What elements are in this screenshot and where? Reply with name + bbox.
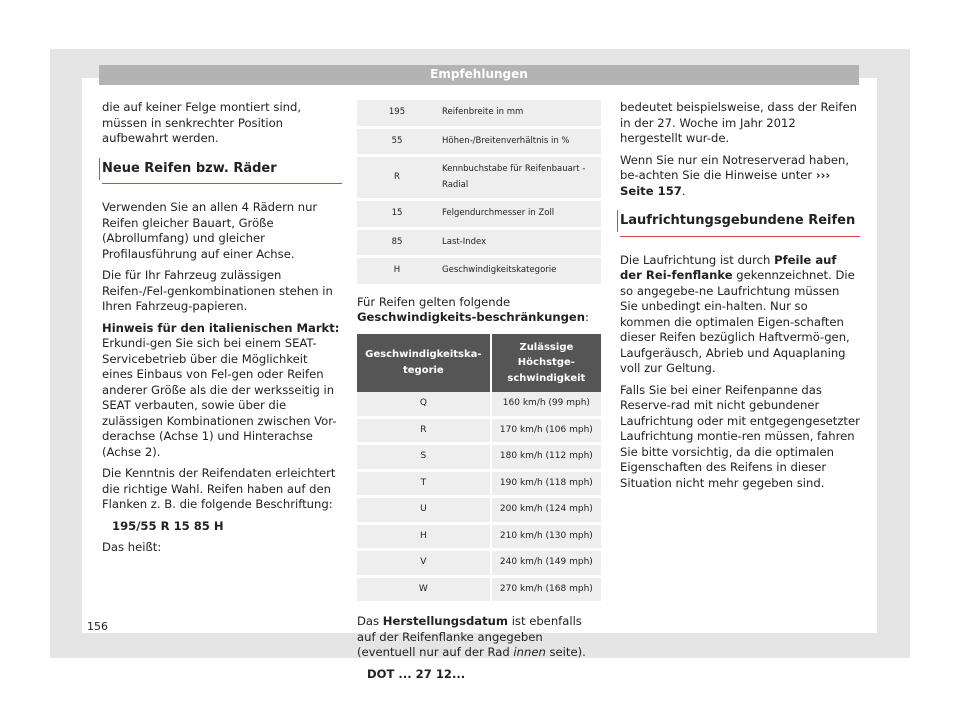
table-row [357,417,601,444]
paragraph [620,253,860,377]
column-middle [357,100,601,688]
column-left [102,100,342,562]
table-row [357,156,601,200]
bold-text: Herstellungsdatum [382,614,509,628]
table-cell-description: Höhen-/Breitenverhältnis in % [437,127,601,156]
bold-text: Pfeile auf der Rei-fenflanke [620,252,837,282]
table-row [357,497,601,524]
paragraph: Verwenden Sie an allen 4 Rädern nur Reifen gleicher Bauart, Größe (Abrollumfang) und gleicher Profilausführung auf einer Achse. [102,200,318,261]
table-cell-category: V [357,550,491,577]
paragraph-text: seite). [545,645,586,659]
section-header-bar [99,65,859,85]
page-reference-link[interactable]: ››› Seite 157 [620,168,831,198]
table-cell-description: Reifenbreite in mm [437,100,601,127]
table-row [357,228,601,257]
table-cell-description: Kennbuchstabe für Reifenbauart - Radial [437,156,601,200]
page-number: 156 [87,620,108,633]
table-cell-speed: 200 km/h (124 mph) [491,497,601,524]
table-row [357,576,601,603]
table-cell-key: 195 [357,100,437,127]
table-cell-key: 55 [357,127,437,156]
tire-code-table [357,100,601,287]
table-row [357,523,601,550]
paragraph-text: : [585,310,589,324]
paragraph: die auf keiner Felge montiert sind, müssen in senkrechter Position aufbewahrt werden. [102,100,302,145]
table-cell-category: U [357,497,491,524]
paragraph: Die Kenntnis der Reifendaten erleichtert die richtige Wahl. Reifen haben auf den Flanken z. B. die folgende Beschriftung: [102,466,336,511]
paragraph [357,295,601,326]
paragraph [102,321,342,461]
table-cell-key: 15 [357,200,437,229]
table-row [357,257,601,286]
table-cell-speed: 180 km/h (112 mph) [491,444,601,471]
paragraph: bedeutet beispielsweise, dass der Reifen in der 27. Woche im Jahr 2012 hergestellt wur-de. [620,100,857,145]
table-cell-category: T [357,470,491,497]
table-row [357,470,601,497]
tire-code: 195/55 R 15 85 H [112,518,224,533]
table-cell-speed: 190 km/h (118 mph) [491,470,601,497]
italic-text: innen [513,645,546,659]
table-cell-key: 85 [357,228,437,257]
table-cell-description: Geschwindigkeitskategorie [437,257,601,286]
bold-text: Geschwindigkeits-beschränkungen [357,310,586,324]
table-cell-speed: 210 km/h (130 mph) [491,523,601,550]
table-cell-category: W [357,576,491,603]
speed-category-table [357,334,601,605]
paragraph: Falls Sie bei einer Reifenpanne das Reserve-rad mit nicht gebundener Laufrichtung oder mit entgegengesetzter Laufrichtung montie-ren müssen, fahren Sie bitte vorsichtig, da die optimalen Eigenschaften des Reifens in dieser Situation nicht mehr gegeben sind. [620,382,860,490]
paragraph-text: Die Laufrichtung ist durch [620,252,775,267]
table-cell-category: Q [357,392,491,417]
table-row [357,444,601,471]
paragraph-text: Für Reifen gelten folgende [357,294,511,309]
section-heading: Laufrichtungsgebundene Reifen [620,213,860,237]
paragraph [620,153,860,200]
paragraph: Das heißt: [102,540,162,554]
table-header: Zulässige Höchstge-schwindigkeit [491,334,601,393]
table-cell-category: R [357,417,491,444]
section-title: Empfehlungen [430,67,528,81]
table-cell-speed: 170 km/h (106 mph) [491,417,601,444]
paragraph-text: gekennzeichnet. Die so angegebe-ne Laufrichtung müssen Sie unbedingt ein-halten. Nur so kommen die optimalen Eigen-schaften dieser Reifen bezüglich Haftvermö-gen, Laufgeräusch, Abrieb und Aquaplaning voll zur Geltung. [620,268,855,375]
paragraph-text: Erkundi-gen Sie sich bei einem SEAT-Servicebetrieb über die Möglichkeit eines Einbaus von Fel-gen oder Reifen anderer Größe als die der werksseitig in SEAT verbauten, sowie über die zulässigen Kombinationen zwischen Vor-derachse (Achse 1) und Hinterachse (Achse 2). [102,336,337,459]
table-row [357,200,601,229]
section-heading: Neue Reifen bzw. Räder [102,161,342,185]
table-row [357,127,601,156]
paragraph-text: ist ebenfalls auf der Reifenflanke angegeben (eventuell nur auf der Rad [357,614,582,659]
table-row [357,392,601,417]
table-cell-speed: 240 km/h (149 mph) [491,550,601,577]
table-row [357,550,601,577]
bold-text: Hinweis für den italienischen Markt: [102,320,340,335]
paragraph-text: . [681,183,686,198]
table-cell-category: S [357,444,491,471]
table-cell-speed: 160 km/h (99 mph) [491,392,601,417]
dot-code: DOT ... 27 12... [367,666,466,681]
paragraph [357,614,601,661]
table-cell-category: H [357,523,491,550]
table-cell-description: Felgendurchmesser in Zoll [437,200,601,229]
table-cell-key: H [357,257,437,286]
paragraph-text: Wenn Sie nur ein Notreserverad haben, be-achten Sie die Hinweise unter [620,152,850,182]
paragraph: Die für Ihr Fahrzeug zulässigen Reifen-/Fel-genkombinationen stehen in Ihren Fahrzeug-papieren. [102,268,333,313]
table-cell-description: Last-Index [437,228,601,257]
table-cell-key: R [357,156,437,200]
table-row [357,100,601,127]
table-header: Geschwindigkeitska-tegorie [357,334,491,393]
column-right [620,100,860,497]
table-cell-speed: 270 km/h (168 mph) [491,576,601,603]
paragraph-text: Das [357,614,383,628]
